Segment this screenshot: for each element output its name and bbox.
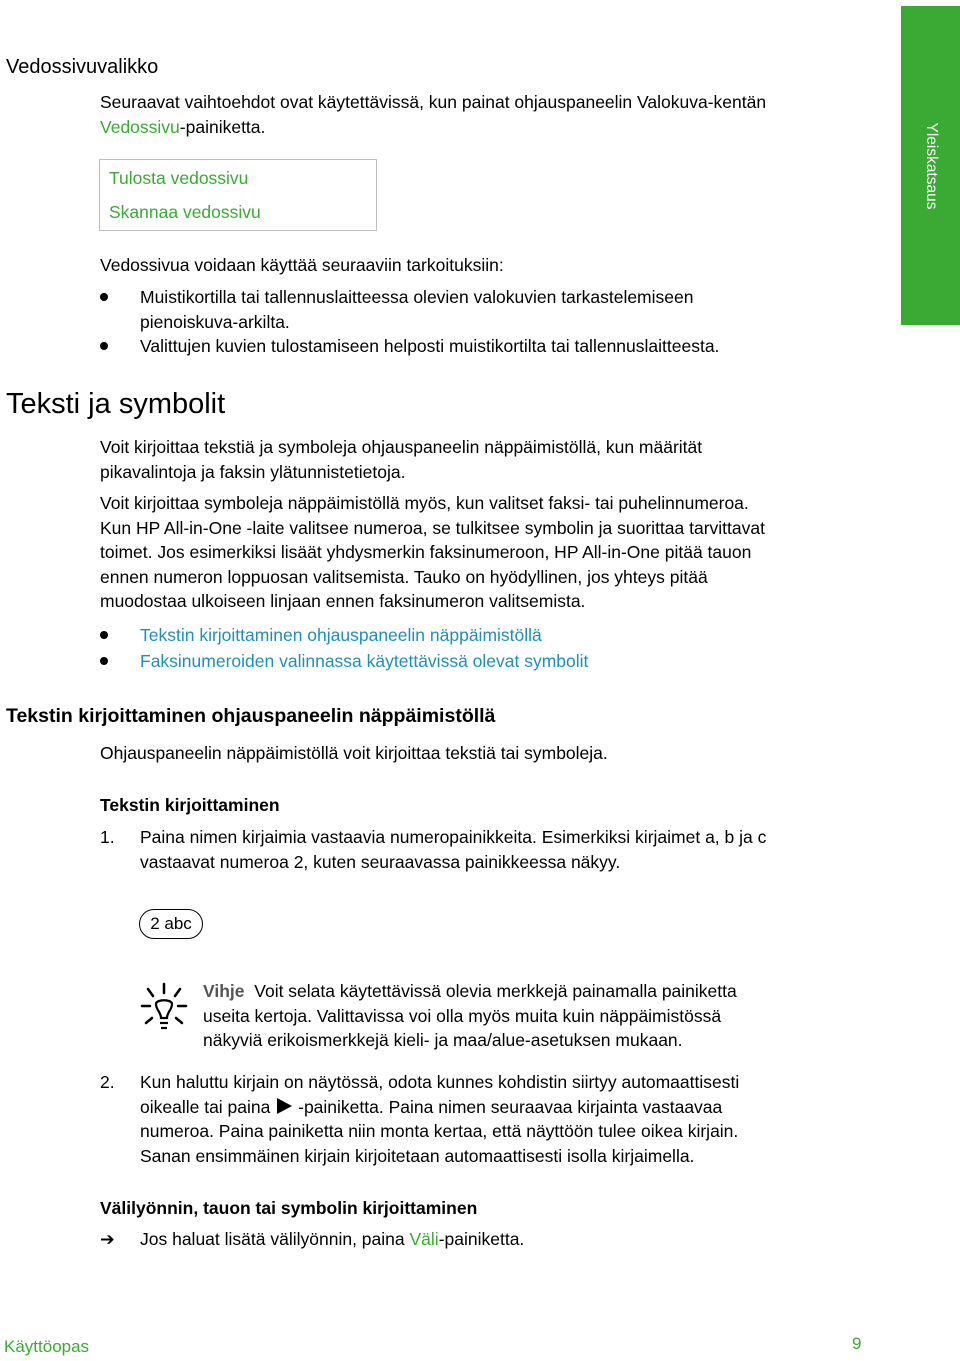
bullet <box>100 293 108 301</box>
section2-para1: Voit kirjoittaa tekstiä ja symboleja ohjauspaneelin näppäimistöllä, kun määrität pikavalintoja ja faksin ylätunnistetietoja. <box>100 437 703 482</box>
section-heading-vedossivuvalikko: Vedossivuvalikko <box>6 56 159 78</box>
keypad-key-2abc: 2 abc <box>139 909 203 939</box>
tip-box: Vihje Voit selata käytettävissä olevia merkkejä painamalla painiketta useita kertoja. Valittavissa voi olla myös muita kuin näppäimistössä näkyviä erikoismerkkejä kieli- ja maa/alue-asetuksen mukaan. <box>203 981 737 1050</box>
footer-title: Käyttöopas <box>4 1337 90 1356</box>
sub-heading-text-entry: Tekstin kirjoittaminen <box>100 795 280 815</box>
step-number: 2. <box>100 1072 115 1092</box>
tip-label: Vihje <box>203 981 245 1001</box>
uses-intro: Vedossivua voidaan käyttää seuraaviin tarkoituksiin: <box>100 255 504 275</box>
menu-options-box <box>99 159 377 231</box>
link-fax-symbols[interactable]: Faksinumeroiden valinnassa käytettävissä olevat symbolit <box>140 651 589 671</box>
sub-heading-space-pause-symbol: Välilyönnin, tauon tai symbolin kirjoittaminen <box>100 1198 478 1218</box>
list-item: Muistikortilla tai tallennuslaitteessa olevien valokuvien tarkastelemiseen pienoiskuva-arkilta. <box>140 287 694 332</box>
bullet <box>100 657 108 665</box>
section-heading-text-entry: Tekstin kirjoittaminen ohjauspaneelin näppäimistöllä <box>6 705 496 727</box>
bullet <box>100 342 108 350</box>
step2-text: Kun haluttu kirjain on näytössä, odota kunnes kohdistin siirtyy automaattisesti oikealle tai paina -painiketta. Paina nimen seuraavaa kirjainta vastaavaa numeroa. Paina painiketta niin monta kertaa, että näyttöön tulee oikea kirjain. Sanan ensimmäinen kirjain kirjoitetaan automaattisesti isolla kirjaimella. <box>140 1072 740 1166</box>
lightbulb-icon <box>140 982 188 1034</box>
menu-item-print-proof[interactable]: Tulosta vedossivu <box>109 168 249 188</box>
section3-intro: Ohjauspaneelin näppäimistöllä voit kirjoittaa tekstiä tai symboleja. <box>100 743 608 763</box>
list-item: Valittujen kuvien tulostamiseen helposti muistikortilta tai tallennuslaitteesta. <box>140 336 720 356</box>
step1-text: Paina nimen kirjaimia vastaavia numeropainikkeita. Esimerkiksi kirjaimet a, b ja c vastaavat numeroa 2, kuten seuraavassa painikkeessa näkyy. <box>140 827 767 872</box>
step-number: 1. <box>100 827 115 847</box>
section4-text: Jos haluat lisätä välilyönnin, paina Väli-painiketta. <box>140 1229 525 1249</box>
side-tab <box>901 6 960 325</box>
highlight-vedossivu: Vedossivu <box>100 116 180 137</box>
link-text-entry[interactable]: Tekstin kirjoittaminen ohjauspaneelin näppäimistöllä <box>140 625 542 645</box>
highlight-vali: Väli <box>409 1229 439 1249</box>
bullet <box>100 631 108 639</box>
arrow-right-icon <box>275 1097 293 1115</box>
section-heading-teksti-ja-symbolit: Teksti ja symbolit <box>6 388 226 420</box>
section2-para2: Voit kirjoittaa symboleja näppäimistöllä myös, kun valitset faksi- tai puhelinnumeroa. Kun HP All-in-One -laite valitsee numeroa, se tulkitsee symbolin ja suorittaa tarvittavat toimet. Jos esimerkiksi lisäät yhdysmerkin faksinumeroon, HP All-in-One pitää tauon ennen numeron loppuosan valitsemista. Tauko on hyödyllinen, jos yhteys pitää muodostaa ulkoiseen linjaan ennen faksinumeron valitsemista. <box>100 493 765 611</box>
page-number: 9 <box>852 1334 862 1353</box>
section1-intro: Seuraavat vaihtoehdot ovat käytettävissä, kun painat ohjauspaneelin Valokuva-kentän Vedossivu-painiketta. <box>100 92 767 137</box>
arrow-bullet-icon: ➔ <box>100 1229 115 1249</box>
menu-item-scan-proof[interactable]: Skannaa vedossivu <box>109 202 261 222</box>
side-tab-label: Yleiskatsaus <box>922 121 940 210</box>
